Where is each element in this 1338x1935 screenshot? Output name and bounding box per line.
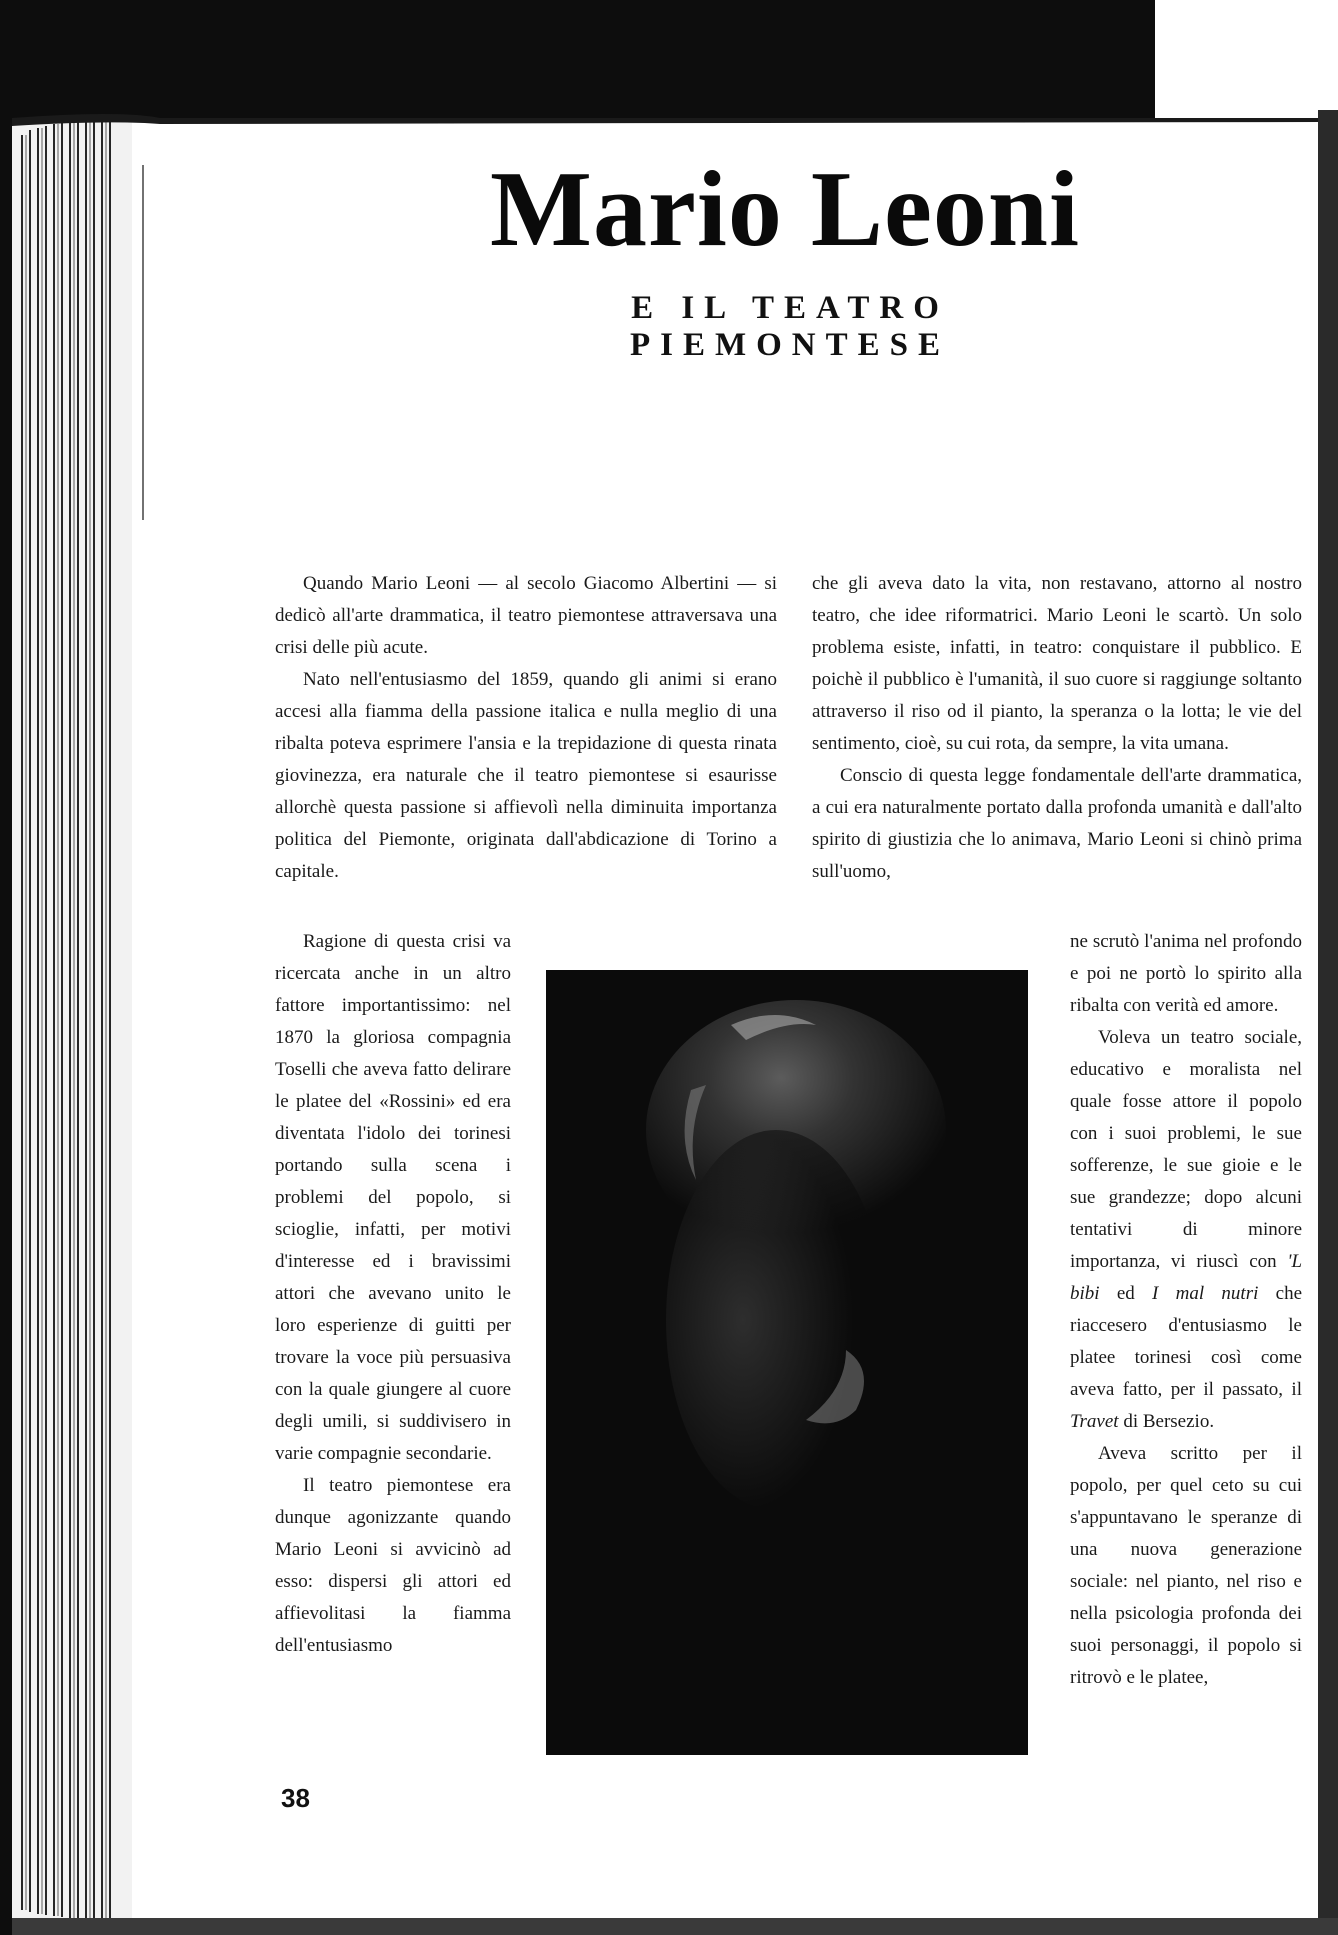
paragraph: Il teatro piemontese era dunque agonizzante quando Mario Leoni si avvicinò ad esso: dispersi gli attori ed affievolitasi la fiamma dell'entusiasmo [275,1475,511,1656]
play-title: Travet [1070,1411,1119,1432]
paragraph: Conscio di questa legge fondamentale dell'arte drammatica, a cui era naturalmente portato dalla profonda umanità e dall'alto spirito di giustizia che lo animava, Mario Leoni si chinò prima sull'uomo, [812,765,1302,882]
play-title: I mal nutri [1152,1283,1259,1304]
text-run: ed [1099,1283,1153,1304]
paragraph [1070,1022,1302,1438]
paragraph: Quando Mario Leoni — al secolo Giacomo Albertini — si dedicò all'arte drammatica, il teatro piemontese attraversava una crisi delle più acute. [275,573,777,658]
column-right-upper [812,568,1302,888]
text-run: di Bersezio. [1118,1411,1215,1432]
article-subtitle: E IL TEATRO PIEMONTESE [629,290,951,363]
portrait-image [546,970,1028,1755]
page-number: 38 [281,1783,310,1813]
portrait-photo [546,970,1028,1755]
column-right-lower [1070,926,1302,1694]
column-left-lower [275,926,511,1662]
paragraph: che gli aveva dato la vita, non restavano, attorno al nostro teatro, che idee riformatrici. Mario Leoni le scartò. Un solo problema esiste, infatti, in teatro: conquistare il pubblico. E poichè il pubblico è l'umanità, il suo cuore si raggiunge soltanto attraverso il riso od il pianto, la speranza o la lotta; le vie del sentimento, cioè, su cui rota, da sempre, la vita umana. [812,573,1302,754]
paragraph: Ragione di questa crisi va ricercata anche in un altro fattore importantissimo: nel 1870 la gloriosa compagnia Toselli che aveva fatto delirare le platee del «Rossini» ed era diventata l'idolo dei torinesi portando sulla scena i problemi del popolo, si scioglie, infatti, per motivi d'interesse ed i bravissimi attori che avevano unito le loro esperienze di guitti per trovare la voce più persuasiva con la quale giungere al cuore degli umili, si suddivisero in varie compagnie secondarie. [275,931,511,1464]
paragraph: ne scrutò l'anima nel profondo e poi ne portò lo spirito alla ribalta con verità ed amore. [1070,931,1302,1016]
paragraph: Nato nell'entusiasmo del 1859, quando gli animi si erano accesi alla fiamma della passione italica e nulla meglio di una ribalta poteva esprimere l'ansia e la trepidazione di questa rinata giovinezza, era naturale che il teatro piemontese si esaurisse allorchè questa passione si affievolì nella diminuita importanza politica del Piemonte, originata dall'abdicazione di Torino a capitale. [275,669,777,882]
text-run: che riaccesero d'entusiasmo le platee torinesi così come aveva fatto, per il passato, il [1070,1283,1303,1400]
play-title: 'L bibi [1070,1251,1303,1304]
column-left-upper [275,568,777,888]
paragraph: Aveva scritto per il popolo, per quel ceto su cui s'appuntavano le speranze di una nuova generazione sociale: nel pianto, nel riso e nella psicologia profonda dei suoi personaggi, il popolo si ritrovò e le platee, [1070,1443,1302,1688]
article-title: Mario Leoni [490,150,1080,269]
text-run: Voleva un teatro sociale, educativo e moralista nel quale fosse attore il popolo con i suoi problemi, le sue sofferenze, le sue gioie e le sue grandezze; dopo alcuni tentativi di minore importanza, vi riuscì con [1070,1027,1302,1272]
